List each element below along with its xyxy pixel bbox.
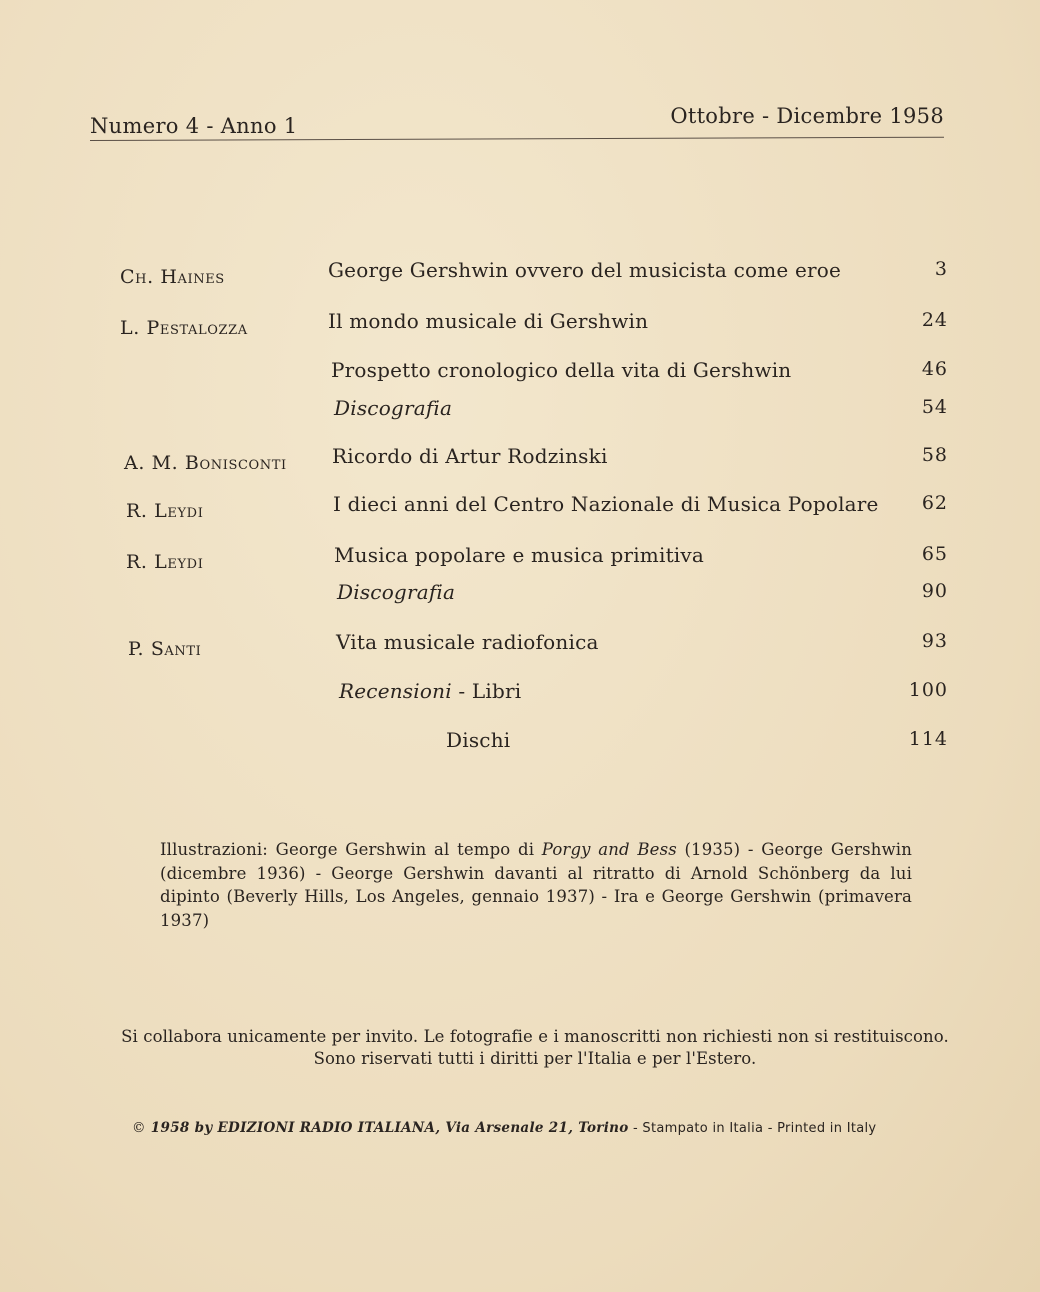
toc-page: 58 [921,444,948,466]
toc-author: Ch. Haines [120,266,225,288]
toc-title: Il mondo musicale di Gershwin [328,309,649,333]
toc-author: A. M. Bonisconti [124,452,287,474]
illustrations-text-2: (1935) - George Gershwin (dicembre 1936) - George Gershwin davanti al ritratto di Arnold Schönberg da lui dipinto (Beverly Hills, Los Angeles, gennaio 1937) - Ira e George Gershwin (primavera 1937) [160,840,912,930]
copyright-printed: - Stampato in Italia - Printed in Italy [628,1121,877,1136]
toc-title: George Gershwin ovvero del musicista come eroe [328,258,842,282]
toc-row [0,580,1040,610]
toc-page: 54 [921,396,948,418]
toc-title: Prospetto cronologico della vita di Gershwin [331,358,792,382]
toc-row [0,444,1040,474]
toc-title: Ricordo di Artur Rodzinski [332,444,608,468]
toc-row [0,309,1040,339]
copyright-symbol: © [132,1120,146,1136]
illustrations-text-1: Illustrazioni: George Gershwin al tempo di [160,840,542,859]
rights-notice [100,1026,970,1070]
toc-row [0,630,1040,660]
notice-line-1: Si collabora unicamente per invito. Le fotografie e i manoscritti non richiesti non si restituiscono. [121,1027,949,1046]
toc-row [0,492,1040,522]
toc-page: 100 [908,679,948,701]
toc-author: P. Santi [128,638,202,660]
toc-row [0,358,1040,388]
copyright-publisher: 1958 by EDIZIONI RADIO ITALIANA, Via Arsenale 21, Torino [145,1120,629,1136]
toc-author: L. Pestalozza [120,317,248,339]
illustrations-caption [160,838,912,932]
toc-row [0,728,1040,758]
toc-title: Discografia [334,396,453,420]
toc-page: 24 [921,309,948,331]
toc-page: 90 [921,580,948,602]
toc-row [0,543,1040,573]
toc-title: Dischi [446,728,511,752]
issue-period: Ottobre - Dicembre 1958 [670,104,944,128]
toc-page: 62 [921,492,948,514]
toc-page: 65 [921,543,948,565]
toc-row [0,396,1040,426]
toc-author: R. Leydi [126,551,204,573]
issue-number: Numero 4 - Anno 1 [90,114,298,138]
toc-title: I dieci anni del Centro Nazionale di Musica Popolare [333,492,879,516]
toc-row [0,679,1040,709]
toc-author: R. Leydi [126,500,204,522]
copyright-line [132,1120,952,1136]
illustrations-italic: Porgy and Bess [541,840,677,859]
notice-line-2: Sono riservati tutti i diritti per l'Italia e per l'Estero. [313,1049,757,1068]
toc-page: 3 [934,258,948,280]
toc-page: 93 [921,630,948,652]
toc-row [0,258,1040,288]
toc-title [339,679,521,703]
toc-title: Discografia [337,580,456,604]
toc-title: Vita musicale radiofonica [336,630,599,654]
toc-title: Musica popolare e musica primitiva [334,543,705,567]
toc-title-rest: - Libri [451,679,522,703]
toc-title-italic: Recensioni [339,679,452,703]
toc-page: 46 [921,358,948,380]
toc-page: 114 [908,728,948,750]
